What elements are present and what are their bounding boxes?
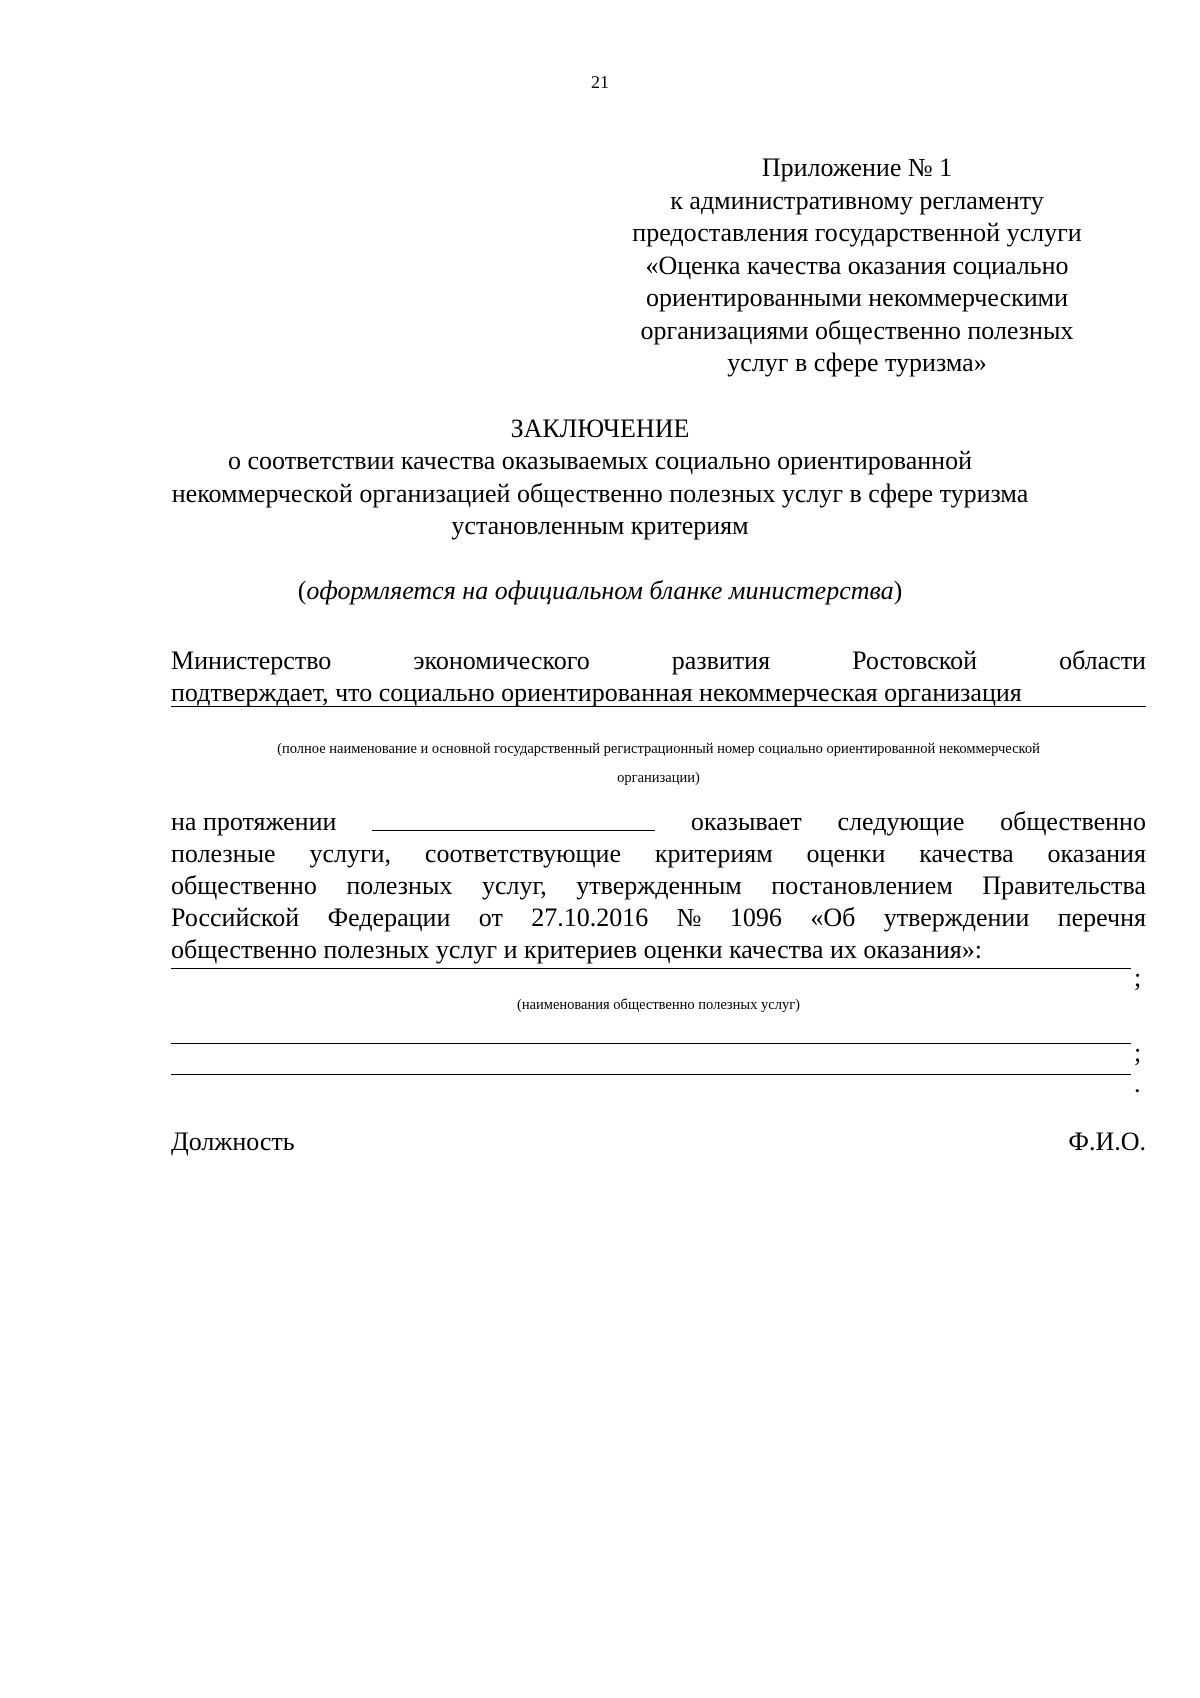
word: «Об	[810, 903, 856, 932]
paragraph2-line1	[171, 806, 1146, 838]
service-blank-2[interactable]	[171, 1043, 1131, 1044]
appendix-line: Приложение № 1	[761, 153, 953, 182]
appendix-line: к административному регламенту	[670, 185, 1044, 215]
word: оказания	[1047, 839, 1146, 868]
word: соответствующие	[424, 839, 622, 868]
word: Министерство	[171, 646, 332, 675]
subtitle-line: некоммерческой организацией общественно полезных услуг в сфере туризма	[171, 478, 1029, 508]
period-blank[interactable]	[372, 806, 655, 831]
service-blank-3[interactable]	[171, 1074, 1131, 1075]
word: области	[1059, 646, 1146, 675]
services-caption: (наименования общественно полезных услуг)	[517, 997, 800, 1013]
document-subtitle	[0, 445, 1200, 543]
organization-name-blank[interactable]	[171, 706, 1146, 707]
appendix-line: организациями общественно полезных	[640, 315, 1074, 345]
word: от	[478, 903, 503, 932]
word: оценки	[806, 839, 886, 868]
word: 1096	[729, 903, 782, 932]
note-open-paren: (	[297, 576, 307, 605]
appendix-header	[622, 152, 1092, 380]
word: оказывает	[690, 807, 802, 836]
word: критериям	[654, 839, 773, 868]
signature-position: Должность	[171, 1127, 295, 1156]
organization-caption-line2: организации)	[617, 770, 700, 786]
word: развития	[671, 646, 771, 675]
appendix-line: предоставления государственной услуги	[632, 218, 1082, 247]
paragraph2-line3	[171, 870, 1146, 902]
service-blank-1[interactable]	[171, 968, 1131, 969]
page-number: 21	[591, 72, 609, 92]
paragraph1-line2: подтверждает, что социально ориентированная некоммерческая организация	[171, 678, 1022, 707]
note-close-paren: )	[893, 576, 903, 605]
blank-terminator: .	[1134, 1069, 1141, 1098]
paragraph2-line4	[171, 902, 1146, 934]
signature-name: Ф.И.О.	[1068, 1127, 1146, 1156]
word: утверждении	[883, 903, 1030, 932]
word: Федерации	[327, 903, 451, 932]
word: услуг,	[481, 871, 547, 900]
subtitle-line: установленным критериям	[451, 511, 749, 540]
paragraph2-line2	[171, 838, 1146, 870]
blank-terminator: ;	[1134, 1038, 1142, 1067]
word: общественно	[171, 871, 317, 900]
word: услуги,	[309, 839, 392, 868]
word: перечня	[1057, 903, 1146, 932]
subtitle-line: о соответствии качества оказываемых социально ориентированной	[228, 446, 972, 475]
appendix-line: ориентированными некоммерческими	[645, 283, 1069, 312]
appendix-line: услуг в сфере туризма»	[727, 348, 987, 377]
form-note	[0, 575, 1200, 607]
word: Ростовской	[852, 646, 978, 675]
word: №	[676, 903, 702, 932]
word: на протяжении	[171, 807, 337, 836]
word: полезных	[346, 871, 453, 900]
word: качества	[919, 839, 1014, 868]
word: общественно	[1000, 807, 1146, 836]
word: Российской	[171, 903, 300, 932]
note-text: оформляется на официальном бланке министерства	[306, 576, 894, 605]
word: Правительства	[982, 871, 1146, 900]
word: постановлением	[771, 871, 953, 900]
word: утвержденным	[576, 871, 742, 900]
word: полезные	[171, 839, 276, 868]
word: 27.10.2016	[531, 903, 649, 932]
paragraph1-line1	[171, 645, 1146, 677]
appendix-line: «Оценка качества оказания социально	[645, 250, 1069, 280]
paragraph2-line5: общественно полезных услуг и критериев оценки качества их оказания»:	[171, 935, 982, 964]
word: экономического	[413, 646, 590, 675]
word: следующие	[837, 807, 965, 836]
document-title: ЗАКЛЮЧЕНИЕ	[510, 414, 690, 443]
organization-caption-line1: (полное наименование и основной государственный регистрационный номер социально ориентированной некоммерческой	[277, 741, 1040, 757]
blank-terminator: ;	[1134, 963, 1142, 992]
